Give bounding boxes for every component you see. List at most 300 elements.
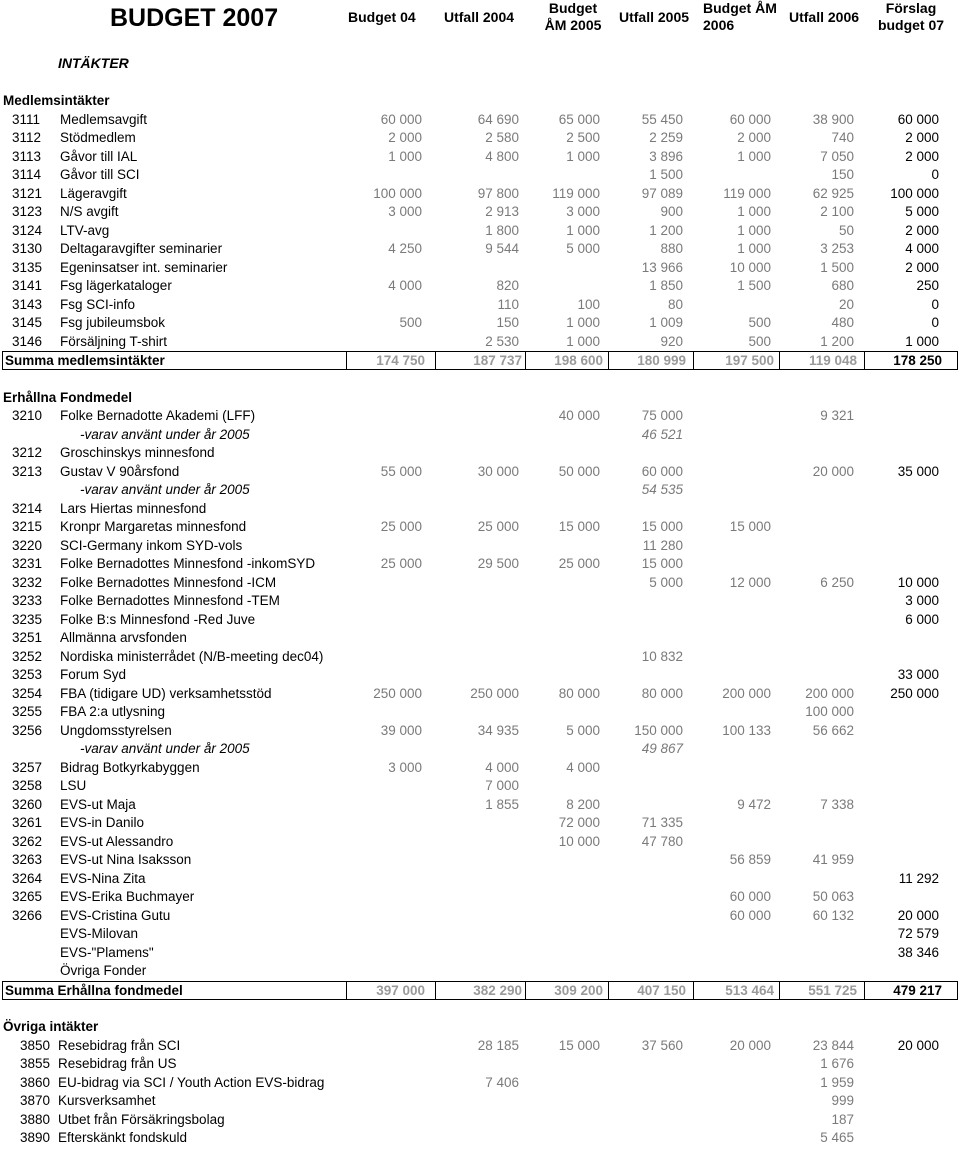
value-cell: 110	[497, 296, 519, 312]
account-code: 3121	[12, 185, 43, 201]
account-label: Groschinskys minnesfond	[60, 445, 215, 460]
value-cell: 72 000	[558, 815, 600, 830]
account-code: 3262	[12, 833, 43, 849]
value-cell: 3 000	[905, 593, 939, 608]
account-label: Efterskänkt fondskuld	[58, 1130, 188, 1145]
account-label: Kronpr Margaretas minnesfond	[60, 519, 247, 534]
account-label: Gåvor till SCI	[60, 167, 140, 182]
account-code: 3113	[12, 148, 42, 164]
account-code: 3256	[12, 722, 43, 738]
value-cell: 3 253	[820, 241, 854, 256]
account-code: 3255	[12, 704, 43, 719]
value-cell: 64 690	[477, 111, 519, 127]
value-cell: 4 000	[388, 278, 422, 293]
value-cell: 41 959	[812, 852, 854, 867]
account-code: 3261	[12, 815, 43, 830]
table-row	[0, 407, 960, 426]
value-cell: 2 000	[905, 222, 939, 238]
value-cell: 60 132	[812, 907, 854, 923]
value-cell: 12 000	[729, 574, 771, 590]
value-cell: 1 000	[905, 333, 939, 349]
value-cell: 1 676	[820, 1056, 854, 1071]
value-cell: 150	[496, 315, 519, 330]
value-cell: 62 925	[812, 185, 854, 201]
account-label: Gustav V 90årsfond	[60, 463, 180, 479]
account-label: LTV-avg	[60, 222, 110, 238]
account-label: Folke B:s Minnesfond -Red Juve	[60, 611, 256, 627]
table-row	[0, 703, 960, 722]
page-title: BUDGET 2007	[110, 4, 279, 32]
account-label: Lägeravgift	[60, 185, 127, 201]
account-code: 3880	[20, 1111, 51, 1127]
section-title-text: Erhållna Fondmedel	[3, 389, 133, 405]
value-cell: 20 000	[897, 907, 939, 923]
account-code: 3860	[20, 1074, 51, 1090]
value-cell: 80 000	[558, 685, 600, 701]
account-label: FBA 2:a utlysning	[60, 704, 166, 719]
table-row	[0, 1111, 960, 1130]
account-label: Folke Bernadotte Akademi (LFF)	[60, 408, 256, 423]
value-cell: 38 900	[812, 111, 854, 127]
account-label: Fsg lägerkataloger	[60, 278, 172, 293]
value-cell: 250 000	[470, 685, 519, 701]
value-cell: 1 500	[820, 259, 854, 275]
table-row	[0, 333, 960, 352]
value-cell: 1 500	[649, 167, 683, 182]
table-row	[0, 888, 960, 907]
table-row	[0, 796, 960, 815]
account-code: 3870	[20, 1093, 51, 1108]
table-row	[0, 185, 960, 204]
value-cell: 880	[660, 241, 683, 256]
section-title	[0, 389, 960, 408]
value-cell: 9 544	[485, 241, 519, 256]
table-row	[0, 296, 960, 315]
col-utfall-2004: Utfall 2004	[444, 9, 515, 25]
account-code: 3264	[12, 870, 43, 886]
account-code: 3141	[12, 278, 43, 293]
table-row	[0, 111, 960, 130]
value-cell: 20 000	[729, 1037, 771, 1053]
value-cell: 4 250	[388, 241, 422, 256]
account-label: LSU	[60, 778, 87, 793]
summary-value: 119 048	[808, 353, 857, 368]
value-cell: 11 292	[898, 870, 939, 886]
value-cell: 8 200	[566, 796, 600, 812]
value-cell: 100 000	[373, 185, 422, 201]
account-label: -varav använt under år 2005	[80, 426, 250, 442]
value-cell: 97 089	[641, 185, 683, 201]
table-row	[0, 722, 960, 741]
account-code: 3114	[12, 167, 42, 182]
account-label: EVS-ut Nina Isaksson	[60, 852, 192, 867]
account-label: Folke Bernadottes Minnesfond -inkomSYD	[60, 556, 316, 571]
col-budget-am-2006: Budget ÅM 2006	[703, 0, 777, 33]
value-cell: 15 000	[641, 556, 683, 571]
account-code: 3254	[12, 685, 43, 701]
account-label: Folke Bernadottes Minnesfond -TEM	[60, 593, 280, 608]
account-label: Ungdomsstyrelsen	[60, 722, 172, 738]
value-cell: 56 859	[729, 852, 771, 867]
value-cell: 200 000	[722, 685, 771, 701]
value-cell: 7 000	[485, 778, 519, 793]
account-label: N/S avgift	[60, 204, 119, 219]
value-cell: 50 063	[812, 889, 854, 904]
table-row	[0, 555, 960, 574]
account-label: Medlemsavgift	[60, 111, 148, 127]
col-budget-am-2005: Budget ÅM 2005	[544, 0, 602, 33]
account-label: Fsg jubileumsbok	[60, 315, 166, 330]
value-cell: 39 000	[380, 722, 422, 738]
table-row	[0, 1037, 960, 1056]
table-row	[0, 944, 960, 963]
value-cell: 60 000	[729, 907, 771, 923]
table-row	[0, 833, 960, 852]
summary-label: Summa medlemsintäkter	[5, 353, 165, 368]
summary-value: 397 000	[376, 982, 425, 998]
account-code: 3855	[20, 1056, 51, 1071]
table-row	[0, 148, 960, 167]
value-cell: 1 000	[737, 241, 771, 256]
account-code: 3112	[12, 130, 42, 145]
value-cell: 4 800	[485, 148, 519, 164]
value-cell: 54 535	[641, 482, 683, 497]
summary-value: 178 250	[893, 353, 942, 368]
summary-value: 479 217	[893, 982, 942, 998]
account-code: 3111	[12, 111, 41, 127]
table-row	[0, 611, 960, 630]
value-cell: 60 000	[897, 111, 939, 127]
value-cell: 60 000	[729, 889, 771, 904]
account-label: SCI-Germany inkom SYD-vols	[60, 537, 243, 553]
account-code: 3257	[12, 759, 43, 775]
section-title	[0, 92, 960, 111]
value-cell: 46 521	[641, 426, 683, 442]
value-cell: 2 000	[388, 130, 422, 145]
value-cell: 6 250	[820, 574, 854, 590]
value-cell: 2 259	[649, 130, 683, 145]
value-cell: 100	[577, 296, 600, 312]
value-cell: 80 000	[641, 685, 683, 701]
table-row	[0, 1055, 960, 1074]
account-code: 3233	[12, 593, 43, 608]
table-row	[0, 925, 960, 944]
summary-value: 174 750	[376, 353, 425, 368]
value-cell: 38 346	[897, 944, 939, 960]
value-cell: 1 800	[485, 222, 519, 238]
account-code: 3231	[12, 556, 43, 571]
value-cell: 9 321	[820, 408, 854, 423]
value-cell: 920	[660, 333, 683, 349]
account-label: EVS-Nina Zita	[60, 870, 146, 886]
value-cell: 10 000	[558, 833, 600, 849]
value-cell: 3 896	[649, 148, 683, 164]
value-cell: 900	[660, 204, 683, 219]
table-row	[0, 851, 960, 870]
value-cell: 97 800	[477, 185, 519, 201]
value-cell: 56 662	[812, 722, 854, 738]
summary-label: Summa Erhållna fondmedel	[5, 982, 183, 998]
value-cell: 200 000	[805, 685, 854, 701]
account-code: 3232	[12, 574, 43, 590]
account-code: 3210	[12, 408, 43, 423]
value-cell: 5 000	[566, 722, 600, 738]
account-code: 3213	[12, 463, 43, 479]
value-cell: 4 000	[905, 241, 939, 256]
table-row	[0, 259, 960, 278]
value-cell: 2 913	[485, 204, 519, 219]
value-cell: 4 000	[485, 759, 519, 775]
account-code: 3253	[12, 667, 43, 682]
value-cell: 2 500	[566, 130, 600, 145]
account-code: 3143	[12, 296, 43, 312]
value-cell: 250	[916, 278, 939, 293]
value-cell: 187	[831, 1111, 854, 1127]
table-row	[0, 962, 960, 981]
value-cell: 25 000	[380, 519, 422, 534]
value-cell: 1 000	[566, 222, 600, 238]
value-cell: 10 832	[641, 648, 683, 664]
value-cell: 0	[931, 296, 939, 312]
value-cell: 500	[748, 333, 771, 349]
value-cell: 2 000	[737, 130, 771, 145]
table-row	[0, 444, 960, 463]
value-cell: 47 780	[641, 833, 683, 849]
table-row	[0, 574, 960, 593]
value-cell: 7 338	[820, 796, 854, 812]
account-label: EVS-Cristina Gutu	[60, 907, 171, 923]
value-cell: 820	[496, 278, 519, 293]
section-title-text: Övriga intäkter	[3, 1019, 99, 1034]
account-code: 3215	[12, 519, 43, 534]
table-row	[0, 240, 960, 259]
table-header	[0, 0, 960, 48]
value-cell: 500	[399, 315, 422, 330]
section-title	[0, 1018, 960, 1037]
value-cell: 2 100	[820, 204, 854, 219]
value-cell: 119 000	[723, 185, 771, 201]
account-label: Nordiska ministerrådet (N/B-meeting dec04)	[60, 648, 324, 664]
value-cell: 55 450	[641, 111, 683, 127]
value-cell: 5 465	[820, 1130, 854, 1145]
value-cell: 55 000	[380, 463, 422, 479]
value-cell: 740	[831, 130, 854, 145]
table-row	[0, 814, 960, 833]
table-row	[0, 1129, 960, 1148]
table-row	[0, 500, 960, 519]
account-label: EVS-Erika Buchmayer	[60, 889, 195, 904]
account-code: 3266	[12, 907, 43, 923]
value-cell: 72 579	[897, 926, 939, 941]
table-row	[0, 685, 960, 704]
spacer	[0, 370, 960, 389]
account-label: Bidrag Botkyrkabyggen	[60, 759, 200, 775]
table-row	[0, 537, 960, 556]
value-cell: 30 000	[477, 463, 519, 479]
table-row	[0, 777, 960, 796]
value-cell: 34 935	[477, 722, 519, 738]
table-row	[0, 314, 960, 333]
value-cell: 33 000	[897, 667, 939, 682]
value-cell: 1 000	[566, 315, 600, 330]
account-label: Stödmedlem	[60, 130, 136, 145]
account-label: Övriga Fonder	[60, 963, 147, 978]
value-cell: 2 000	[905, 148, 939, 164]
value-cell: 2 530	[485, 333, 519, 349]
value-cell: 40 000	[558, 408, 600, 423]
table-row	[0, 1092, 960, 1111]
value-cell: 5 000	[649, 574, 683, 590]
value-cell: 1 000	[566, 148, 600, 164]
table-row	[0, 222, 960, 241]
value-cell: 15 000	[729, 519, 771, 534]
value-cell: 150	[831, 167, 854, 182]
account-code: 3146	[12, 333, 43, 349]
account-label: EVS-"Plamens"	[60, 944, 154, 960]
value-cell: 75 000	[641, 408, 683, 423]
table-row	[0, 666, 960, 685]
summary-row	[2, 981, 958, 1000]
account-code: 3890	[20, 1130, 51, 1145]
value-cell: 500	[748, 315, 771, 330]
value-cell: 250 000	[890, 685, 939, 701]
value-cell: 1 000	[737, 204, 771, 219]
account-label: Resebidrag från SCI	[58, 1037, 181, 1053]
value-cell: 100 000	[805, 704, 854, 719]
value-cell: 20 000	[812, 463, 854, 479]
value-cell: 0	[931, 315, 939, 330]
account-code: 3214	[12, 500, 43, 516]
account-code: 3235	[12, 611, 43, 627]
value-cell: 60 000	[729, 111, 771, 127]
value-cell: 7 406	[485, 1074, 519, 1090]
table-row	[0, 518, 960, 537]
account-label: Gåvor till IAL	[60, 148, 138, 164]
value-cell: 28 185	[477, 1037, 519, 1053]
summary-value: 180 999	[637, 353, 686, 368]
table-row	[0, 648, 960, 667]
value-cell: 37 560	[641, 1037, 683, 1053]
intakter-heading: INTÄKTER	[58, 55, 129, 71]
value-cell: 1 000	[566, 333, 600, 349]
account-label: FBA (tidigare UD) verksamhetsstöd	[60, 685, 272, 701]
value-cell: 119 000	[552, 185, 600, 201]
value-cell: 1 850	[649, 278, 683, 293]
account-label: Forum Syd	[60, 667, 127, 682]
value-cell: 5 000	[566, 241, 600, 256]
account-label: EVS-in Danilo	[60, 815, 145, 830]
value-cell: 480	[831, 315, 854, 330]
table-row	[0, 203, 960, 222]
summary-row	[2, 351, 958, 370]
value-cell: 50	[838, 222, 854, 238]
value-cell: 60 000	[380, 111, 422, 127]
account-code: 3220	[12, 537, 43, 553]
account-label: Allmänna arvsfonden	[60, 630, 187, 645]
account-code: 3124	[12, 222, 43, 238]
summary-value: 382 290	[473, 982, 522, 998]
col-utfall-2006: Utfall 2006	[789, 9, 860, 25]
value-cell: 60 000	[641, 463, 683, 479]
table-row	[0, 629, 960, 648]
table-row	[0, 907, 960, 926]
table-row	[0, 870, 960, 889]
account-label: Egeninsatser int. seminarier	[60, 259, 228, 275]
summary-value: 198 600	[554, 353, 603, 368]
value-cell: 10 000	[729, 259, 771, 275]
account-code: 3145	[12, 315, 43, 330]
value-cell: 10 000	[897, 574, 939, 590]
value-cell: 35 000	[897, 463, 939, 479]
value-cell: 2 000	[905, 259, 939, 275]
value-cell: 9 472	[737, 796, 771, 812]
value-cell: 20 000	[897, 1037, 939, 1053]
value-cell: 1 009	[649, 315, 683, 330]
summary-value: 187 737	[473, 353, 522, 368]
section-title-text: Medlemsintäkter	[3, 93, 110, 108]
value-cell: 23 844	[812, 1037, 854, 1053]
value-cell: 3 000	[566, 204, 600, 219]
value-cell: 80	[667, 296, 683, 312]
account-label: EU-bidrag via SCI / Youth Action EVS-bidrag	[58, 1074, 325, 1090]
value-cell: 71 335	[641, 815, 683, 830]
value-cell: 65 000	[558, 111, 600, 127]
summary-value: 513 464	[725, 982, 774, 998]
account-label: Försäljning T-shirt	[60, 333, 168, 349]
account-code: 3252	[12, 648, 43, 664]
account-label: Lars Hiertas minnesfond	[60, 500, 207, 516]
value-cell: 1 200	[649, 222, 683, 238]
value-cell: 0	[931, 167, 939, 182]
account-label: Fsg SCI-info	[60, 296, 136, 312]
table-row	[0, 740, 960, 759]
account-label: -varav använt under år 2005	[80, 482, 250, 497]
table-row	[0, 481, 960, 500]
value-cell: 1 855	[485, 796, 519, 812]
value-cell: 1 200	[820, 333, 854, 349]
value-cell: 50 000	[558, 463, 600, 479]
value-cell: 4 000	[566, 759, 600, 775]
value-cell: 1 500	[737, 278, 771, 293]
value-cell: 6 000	[905, 611, 939, 627]
value-cell: 2 000	[905, 130, 939, 145]
spacer	[0, 1000, 960, 1019]
account-code: 3251	[12, 630, 43, 645]
summary-value: 197 500	[725, 353, 774, 368]
account-label: Kursverksamhet	[58, 1093, 156, 1108]
value-cell: 11 280	[642, 537, 683, 553]
account-code: 3260	[12, 796, 43, 812]
account-code: 3212	[12, 445, 43, 460]
value-cell: 3 000	[388, 759, 422, 775]
table-row	[0, 592, 960, 611]
account-label: Utbet från Försäkringsbolag	[58, 1111, 225, 1127]
account-code: 3123	[12, 204, 43, 219]
account-code: 3130	[12, 241, 43, 256]
value-cell: 150 000	[634, 722, 683, 738]
table-row	[0, 759, 960, 778]
value-cell: 49 867	[641, 741, 683, 756]
account-label: EVS-ut Maja	[60, 796, 136, 812]
col-forslag-budget-07: Förslag budget 07	[877, 0, 945, 33]
account-label: EVS-Milovan	[60, 926, 139, 941]
value-cell: 29 500	[477, 556, 519, 571]
value-cell: 1 000	[737, 222, 771, 238]
table-row	[0, 1074, 960, 1093]
summary-value: 309 200	[554, 982, 603, 998]
budget-table	[0, 92, 960, 1148]
account-label: Resebidrag från US	[58, 1056, 177, 1071]
